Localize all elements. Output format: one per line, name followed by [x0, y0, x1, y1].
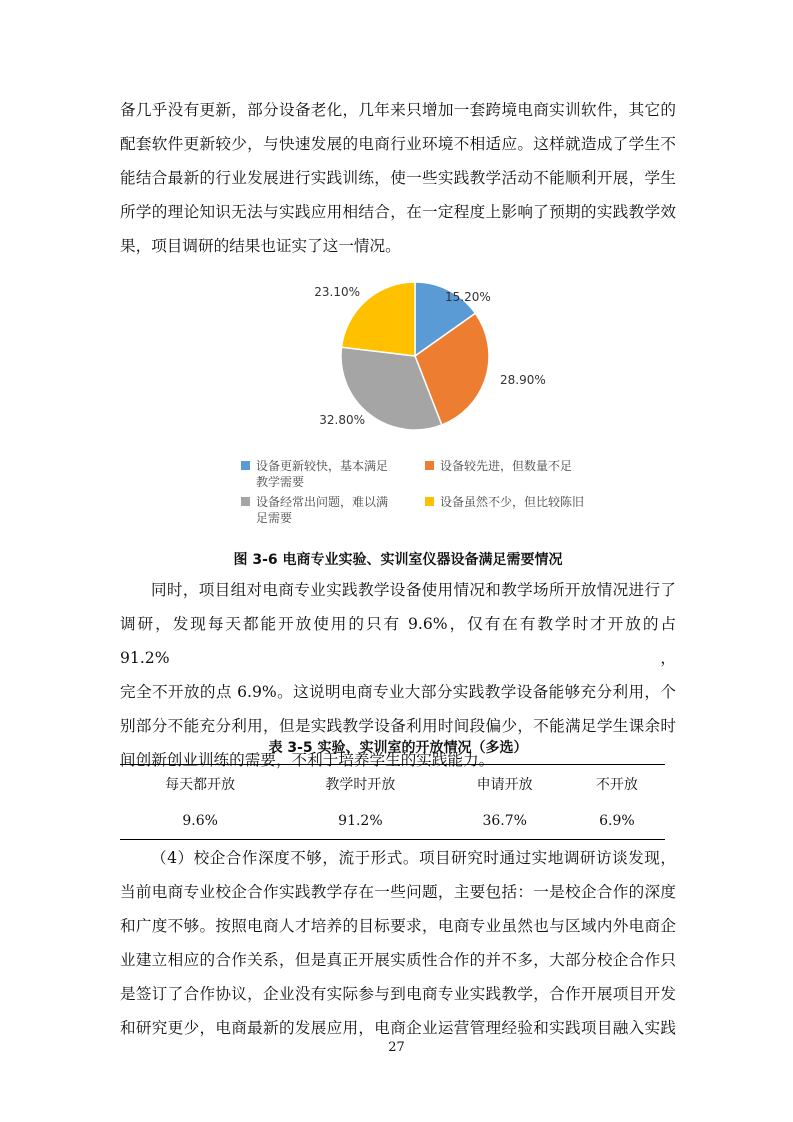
text-line: 当前电商专业校企合作实践教学存在一些问题，主要包括：一是校企合作的深度 [120, 883, 676, 901]
pie-data-label: 28.90% [500, 373, 546, 387]
text-line: 是签订了合作协议，企业没有实际参与到电商专业实践教学，合作开展项目开发 [120, 985, 676, 1003]
text-line: 果，项目调研的结果也证实了这一情况。 [120, 237, 401, 255]
text-line: 备几乎没有更新，部分设备老化，几年来只增加一套跨境电商实训软件，其它的 [120, 101, 676, 119]
legend-swatch-blue [241, 461, 250, 470]
bottom-paragraph [120, 841, 676, 1045]
legend-swatch-yellow [425, 497, 434, 506]
legend-item [425, 494, 605, 510]
text-line: 和广度不够。按照电商人才培养的目标要求，电商专业虽然也与区域内外电商企 [120, 917, 676, 935]
legend-item [241, 458, 421, 490]
legend-swatch-orange [425, 461, 434, 470]
text-line: 调研，发现每天都能开放使用的只有 9.6%，仅有在有教学时才开放的占 91.2%， [120, 615, 676, 667]
pie-chart-svg [230, 266, 600, 466]
legend-item [425, 458, 605, 474]
pie-data-label: 32.80% [319, 413, 365, 427]
text-line: 和研究更少，电商最新的发展应用，电商企业运营管理经验和实践项目融入实践 [120, 1019, 676, 1037]
page-number: 27 [388, 1040, 405, 1055]
text-line: 所学的理论知识无法与实践应用相结合，在一定程度上影响了预期的实践教学效 [120, 203, 676, 221]
pie-data-label: 23.10% [314, 285, 360, 299]
legend-label: 设备较先进，但数量不足 [440, 459, 573, 473]
table-cell: 36.7% [482, 812, 527, 829]
legend-label: 设备经常出问题，难以满 足需要 [256, 495, 389, 525]
text-line: 间创新创业训练的需要，不利于培养学生的实践能力。 [120, 751, 495, 769]
text-line: 同时，项目组对电商专业实践教学设备使用情况和教学场所开放情况进行了 [151, 581, 676, 599]
table-cell: 6.9% [599, 812, 635, 829]
text-line: （4）校企合作深度不够，流于形式。项目研究时通过实地调研访谈发现， [151, 849, 676, 867]
table-cell: 9.6% [182, 812, 218, 829]
text-line: 能结合最新的行业发展进行实践训练，使一些实践教学活动不能顺利开展，学生 [120, 169, 676, 187]
table-header-cell: 教学时开放 [325, 776, 396, 793]
pie-data-label: 15.20% [445, 290, 491, 304]
legend-item [241, 494, 421, 526]
text-line: 配套软件更新较少，与快速发展的电商行业环境不相适应。这样就造成了学生不 [120, 135, 676, 153]
legend-label: 设备更新较快，基本满足 教学需要 [256, 459, 389, 489]
table-header-cell: 不开放 [595, 776, 638, 793]
legend-label: 设备虽然不少，但比较陈旧 [440, 495, 585, 509]
open-status-table [120, 764, 665, 840]
figure-caption: 图 3-6 电商专业实验、实训室仪器设备满足需要情况 [233, 552, 563, 568]
table-cell: 91.2% [338, 812, 383, 829]
text-line: 业建立相应的合作关系，但是真正开展实质性合作的并不多，大部分校企合作只 [120, 951, 676, 969]
text-line: 别部分不能充分利用，但是实践教学设备利用时间段偏少，不能满足学生课余时 [120, 717, 676, 735]
table-header-row [120, 765, 665, 803]
pie-chart [230, 266, 600, 531]
top-paragraph [120, 93, 676, 263]
table-header-cell: 申请开放 [476, 776, 533, 793]
table-caption: 表 3-5 实验、实训室的开放情况（多选） [268, 740, 528, 756]
legend-swatch-gray [241, 497, 250, 506]
text-line: 完全不开放的点 6.9%。这说明电商专业大部分实践教学设备能够充分利用，个 [120, 683, 676, 701]
table-row [120, 802, 665, 840]
table-header-cell: 每天都开放 [165, 776, 236, 793]
